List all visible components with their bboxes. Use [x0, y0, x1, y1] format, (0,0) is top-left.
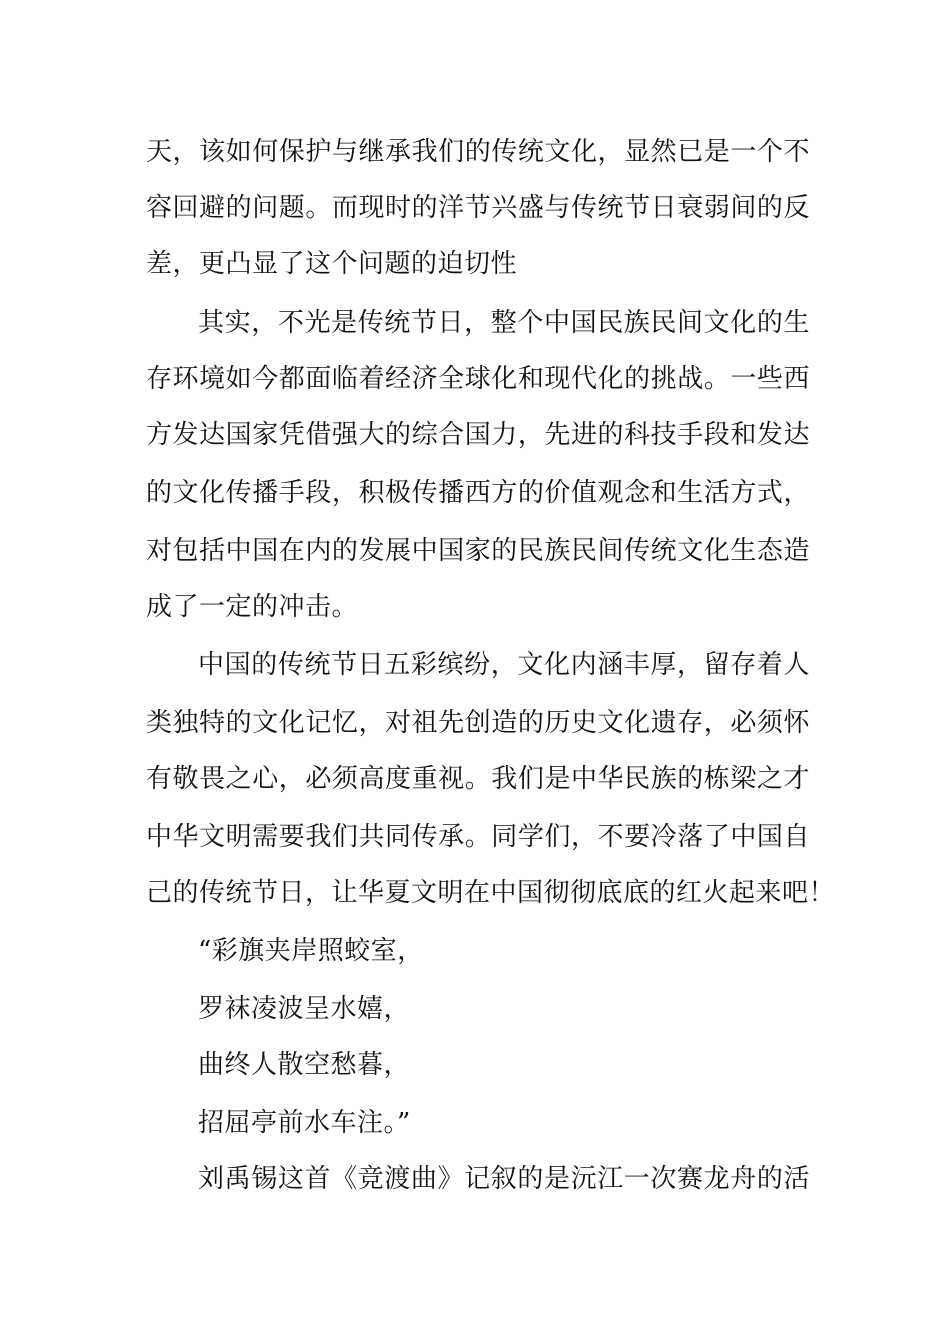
paragraph-line: 差，更凸显了这个问题的迫切性 — [146, 249, 518, 279]
paragraph-line: 其实，不光是传统节日，整个中国民族民间文化的生 — [198, 308, 810, 338]
poem-line: “彩旗夹岸照蛟室， — [198, 936, 424, 966]
paragraph-line: 对包括中国在内的发展中国家的民族民间传统文化生态造 — [146, 536, 810, 566]
paragraph-line: 类独特的文化记忆，对祖先创造的历史文化遗存，必须怀 — [146, 708, 810, 738]
paragraph-line: 容回避的问题。而现时的洋节兴盛与传统节日衰弱间的反 — [146, 193, 810, 223]
paragraph-line: 中华文明需要我们共同传承。同学们，不要冷落了中国自 — [146, 822, 810, 852]
paragraph-line: 成了一定的冲击。 — [146, 592, 359, 622]
poem-line: 曲终人散空愁暮， — [198, 1050, 411, 1080]
paragraph-line: 己的传统节日，让华夏文明在中国彻彻底底的红火起来吧！ — [146, 878, 836, 908]
paragraph-line: 有敬畏之心，必须高度重视。我们是中华民族的栋梁之才 — [146, 764, 810, 794]
poem-line: 招屈亭前水车注。” — [198, 1108, 411, 1138]
poem-line: 罗袜凌波呈水嬉， — [198, 994, 411, 1024]
paragraph-line: 存环境如今都面临着经济全球化和现代化的挑战。一些西 — [146, 364, 810, 394]
paragraph-line: 方发达国家凭借强大的综合国力，先进的科技手段和发达 — [146, 420, 810, 450]
paragraph-line: 中国的传统节日五彩缤纷，文化内涵丰厚，留存着人 — [198, 650, 810, 680]
paragraph-line: 的文化传播手段，积极传播西方的价值观念和生活方式， — [146, 478, 810, 508]
paragraph-line: 刘禹锡这首《竞渡曲》记叙的是沅江一次赛龙舟的活 — [198, 1164, 810, 1194]
paragraph-line: 天，该如何保护与继承我们的传统文化，显然已是一个不 — [146, 137, 810, 167]
